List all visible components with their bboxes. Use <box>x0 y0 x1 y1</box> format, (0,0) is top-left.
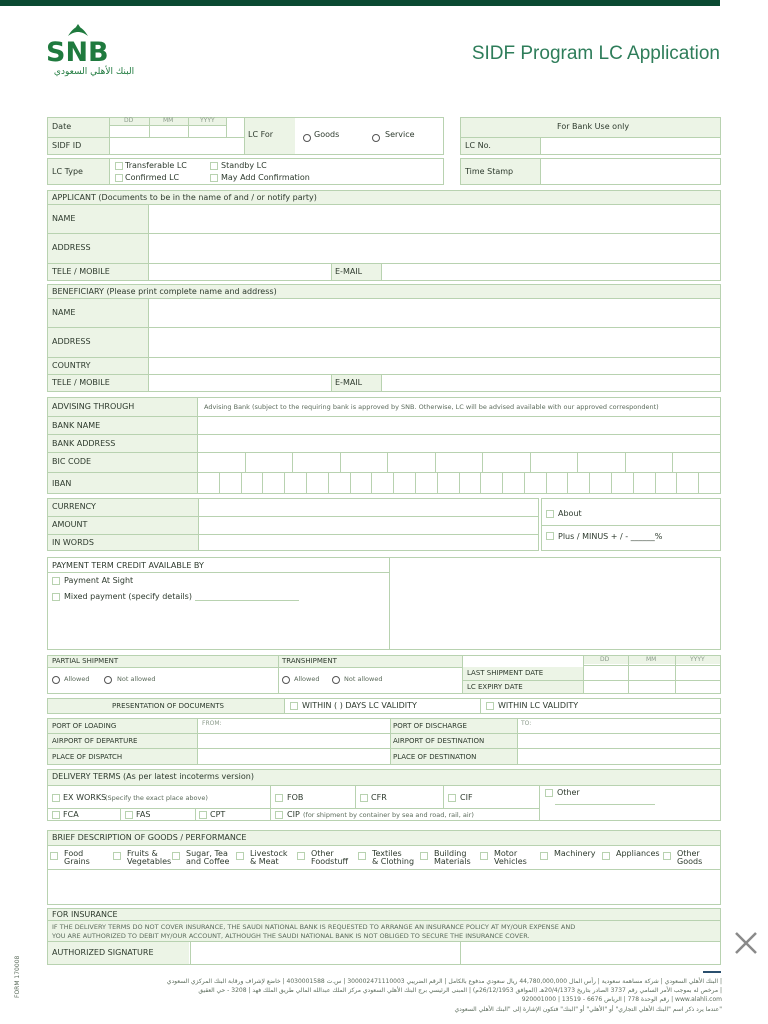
beneficiary-country-label: COUNTRY <box>52 361 91 370</box>
applicant-address-label: ADDRESS <box>52 243 91 252</box>
iban-cell-divider <box>350 472 351 494</box>
goods-category-label-line2: Foodstuff <box>311 857 349 866</box>
standby-label: Standby LC <box>221 161 267 170</box>
goods-heading: BRIEF DESCRIPTION OF GOODS / PERFORMANCE <box>52 833 247 842</box>
goods-category-label: Textiles <box>372 849 402 858</box>
iban-label: IBAN <box>52 479 72 488</box>
iban-cell-divider <box>524 472 525 494</box>
ship-dd-label: DD <box>600 656 610 663</box>
beneficiary-heading: BENEFICIARY (Please print complete name and address) <box>52 287 277 296</box>
plus-minus-label: Plus / MINUS + / - ______% <box>558 532 663 541</box>
goods-category-label-line2: Materials <box>434 857 471 866</box>
iban-cell-divider <box>633 472 634 494</box>
airport-destination-label: AIRPORT OF DESTINATION <box>393 737 485 745</box>
goods-category-label: Appliances <box>616 849 660 858</box>
last-shipment-label: LAST SHIPMENT DATE <box>467 669 544 677</box>
bic-cell-divider <box>482 452 483 472</box>
about-checkbox[interactable] <box>546 510 554 518</box>
applicant-heading: APPLICANT (Documents to be in the name of and / or notify party) <box>52 193 317 202</box>
footer-line3: رقم الوحدة 778 | الرياض 6676 - 13519 | 920001000 | www.alahli.com <box>521 996 722 1003</box>
transhipment-label: TRANSHIPMENT <box>282 657 337 665</box>
goods-category-label-line2: Vehicles <box>494 857 527 866</box>
beneficiary-address-label: ADDRESS <box>52 337 91 346</box>
iban-cell-divider <box>437 472 438 494</box>
other-terms-checkbox[interactable] <box>545 789 553 797</box>
bic-cell-divider <box>387 452 388 472</box>
goods-category-checkbox[interactable] <box>480 852 488 860</box>
authorized-signature-label: AUTHORIZED SIGNATURE <box>52 948 154 957</box>
fob-label: FOB <box>287 793 304 802</box>
goods-category-checkbox[interactable] <box>172 852 180 860</box>
goods-category-label: Sugar, Tea <box>186 849 228 858</box>
insurance-text-line1: IF THE DELIVERY TERMS DO NOT COVER INSURANCE, THE SAUDI NATIONAL BANK IS REQUESTED TO ARRANGE AN INSURANCE POLICY AT MY/OUR EXPENSE AND <box>52 923 576 931</box>
cpt-checkbox[interactable] <box>199 811 207 819</box>
service-label: Service <box>385 130 415 139</box>
bic-cell-divider <box>340 452 341 472</box>
beneficiary-email-label: E-MAIL <box>335 378 363 387</box>
mixed-payment-checkbox[interactable] <box>52 593 60 601</box>
bic-cell-divider <box>672 452 673 472</box>
iban-cell-divider <box>328 472 329 494</box>
ex-works-checkbox[interactable] <box>52 794 60 802</box>
snb-logo <box>46 24 146 84</box>
iban-cell-divider <box>611 472 612 494</box>
cpt-label: CPT <box>210 810 226 819</box>
beneficiary-tele-label: TELE / MOBILE <box>52 378 110 387</box>
bic-cell-divider <box>625 452 626 472</box>
iban-cell-divider <box>393 472 394 494</box>
iban-cell-divider <box>698 472 699 494</box>
goods-category-label-line2: & Clothing <box>372 857 415 866</box>
iban-cell-divider <box>262 472 263 494</box>
logo-text: SNB <box>46 37 109 68</box>
may-add-checkbox[interactable] <box>210 174 218 182</box>
tranship-not-allowed-label: Not allowed <box>344 675 383 683</box>
in-words-label: IN WORDS <box>52 538 94 547</box>
goods-category-label: Building <box>434 849 467 858</box>
iban-cell-divider <box>371 472 372 494</box>
iban-cell-divider <box>546 472 547 494</box>
to-label: TO: <box>521 720 532 727</box>
applicant-tele-label: TELE / MOBILE <box>52 267 110 276</box>
cip-checkbox[interactable] <box>275 811 283 819</box>
goods-category-checkbox[interactable] <box>358 852 366 860</box>
goods-category-checkbox[interactable] <box>420 852 428 860</box>
close-icon[interactable] <box>733 930 759 956</box>
goods-category-label: Other <box>677 849 700 858</box>
within-days-label: WITHIN ( ) DAYS LC VALIDITY <box>302 701 417 710</box>
sidf-id-label: SIDF ID <box>52 141 82 150</box>
fca-label: FCA <box>63 810 79 819</box>
iban-cell-divider <box>655 472 656 494</box>
port-discharge-label: PORT OF DISCHARGE <box>393 722 467 730</box>
place-destination-label: PLACE OF DESTINATION <box>393 753 477 761</box>
partial-not-allowed-label: Not allowed <box>117 675 156 683</box>
iban-cell-divider <box>676 472 677 494</box>
fca-checkbox[interactable] <box>52 811 60 819</box>
logo-arabic-text: البنك الأهلي السعودي <box>53 67 135 77</box>
within-validity-label: WITHIN LC VALIDITY <box>498 701 579 710</box>
bic-cell-divider <box>577 452 578 472</box>
iban-cell-divider <box>502 472 503 494</box>
time-stamp-label: Time Stamp <box>465 167 514 176</box>
cip-label: CIP <box>287 810 300 819</box>
cfr-checkbox[interactable] <box>360 794 368 802</box>
payment-heading: PAYMENT TERM CREDIT AVAILABLE BY <box>52 561 204 570</box>
partial-allowed-radio[interactable] <box>52 676 60 684</box>
date-label: Date <box>52 122 72 131</box>
applicant-email-label: E-MAIL <box>335 267 363 276</box>
advising-note: Advising Bank (subject to the requiring bank is approved by SNB. Otherwise, LC will be advised available with our approved correspondent) <box>204 403 659 411</box>
currency-label: CURRENCY <box>52 502 96 511</box>
page-title: SIDF Program LC Application <box>471 43 720 64</box>
confirmed-label: Confirmed LC <box>125 173 180 182</box>
iban-cell-divider <box>219 472 220 494</box>
service-radio[interactable] <box>372 134 380 142</box>
lc-no-label: LC No. <box>465 141 491 150</box>
plus-minus-checkbox[interactable] <box>546 532 554 540</box>
cip-note: (for shipment by container by sea and road, rail, air) <box>303 811 474 819</box>
iban-cell-divider <box>241 472 242 494</box>
goods-category-label: Livestock <box>250 849 288 858</box>
top-accent-bar <box>0 0 720 6</box>
cfr-label: CFR <box>371 793 387 802</box>
applicant-name-label: NAME <box>52 214 76 223</box>
partial-shipment-label: PARTIAL SHIPMENT <box>52 657 119 665</box>
goods-category-label-line2: Grains <box>64 857 90 866</box>
iban-cell-divider <box>415 472 416 494</box>
goods-category-label: Fruits & <box>127 849 158 858</box>
tranship-allowed-label: Allowed <box>294 675 320 683</box>
fas-label: FAS <box>136 810 151 819</box>
goods-category-checkbox[interactable] <box>297 852 305 860</box>
goods-category-checkbox[interactable] <box>663 852 671 860</box>
iban-cell-divider <box>284 472 285 494</box>
standby-checkbox[interactable] <box>210 162 218 170</box>
from-label: FROM: <box>202 720 222 727</box>
bic-cell-divider <box>292 452 293 472</box>
transferable-label: Transferable LC <box>125 161 187 170</box>
fas-checkbox[interactable] <box>125 811 133 819</box>
goods-category-label: Other <box>311 849 334 858</box>
goods-category-label: Food <box>64 849 84 858</box>
within-validity-checkbox[interactable] <box>486 702 494 710</box>
mixed-payment-label: Mixed payment (specify details) <box>64 592 192 601</box>
iban-cell-divider <box>567 472 568 494</box>
bic-code-label: BIC CODE <box>52 457 92 466</box>
at-sight-checkbox[interactable] <box>52 577 60 585</box>
transferable-checkbox[interactable] <box>115 162 123 170</box>
yyyy-label: YYYY <box>200 117 215 124</box>
goods-category-checkbox[interactable] <box>236 852 244 860</box>
bic-cell-divider <box>245 452 246 472</box>
goods-category-label-line2: & Meat <box>250 857 279 866</box>
ship-yyyy-label: YYYY <box>690 656 705 663</box>
tranship-not-allowed-radio[interactable] <box>332 676 340 684</box>
lc-for-label: LC For <box>248 130 274 139</box>
partial-allowed-label: Allowed <box>64 675 90 683</box>
mm-label: MM <box>163 117 174 124</box>
at-sight-label: Payment At Sight <box>64 576 134 585</box>
presentation-label: PRESENTATION OF DOCUMENTS <box>112 702 224 710</box>
port-loading-label: PORT OF LOADING <box>52 722 117 730</box>
form-number: FORM 170008 <box>14 955 21 998</box>
insurance-heading: FOR INSURANCE <box>52 910 118 919</box>
cif-checkbox[interactable] <box>448 794 456 802</box>
footer-line1: البنك الأهلي السعودي | شركة مساهمة سعودية | رأس المال 44,780,000,000 ريال سعودي مدفوع بالكامل | الرقم الضريبي 300002471110003 | س.ت 4030001588 | خاضع لإشراف ورقابة البنك المركزي السعودي | <box>166 978 722 985</box>
within-days-checkbox[interactable] <box>290 702 298 710</box>
goods-category-label-line2: Vegetables <box>127 857 172 866</box>
goods-category-checkbox[interactable] <box>113 852 121 860</box>
ex-works-note: (Specify the exact place above) <box>105 794 208 802</box>
insurance-text-line2: YOU ARE AUTHORIZED TO DEBIT MY/OUR ACCOUNT, ALTHOUGH THE SAUDI NATIONAL BANK IS NOT OBLIGED TO SECURE THE INSURANCE COVER. <box>52 932 530 940</box>
advising-through-label: ADVISING THROUGH <box>52 402 135 411</box>
ex-works-label: EX WORKS <box>63 793 107 802</box>
delivery-heading: DELIVERY TERMS (As per latest incoterms version) <box>52 772 254 781</box>
bic-cell-divider <box>530 452 531 472</box>
goods-category-label: Motor <box>494 849 518 858</box>
about-label: About <box>558 509 582 518</box>
goods-radio[interactable] <box>303 134 311 142</box>
tranship-allowed-radio[interactable] <box>282 676 290 684</box>
goods-category-label-line2: and Coffee <box>186 857 230 866</box>
bank-use-heading: For Bank Use only <box>557 122 630 131</box>
fob-checkbox[interactable] <box>275 794 283 802</box>
amount-label: AMOUNT <box>52 520 88 529</box>
cif-label: CIF <box>460 793 473 802</box>
goods-category-label-line2: Goods <box>677 857 703 866</box>
bank-name-label: BANK NAME <box>52 421 101 430</box>
place-dispatch-label: PLACE OF DISPATCH <box>52 753 123 761</box>
goods-category-checkbox[interactable] <box>540 852 548 860</box>
footer-line2: مرخص له بموجب الأمر السامي رقم 3737 الصادر بتاريخ 20/4/1373هـ (الموافق 26/12/1953م) | المبنى الرئيسي برج البنك الأهلي السعودي مركز الملك عبدالله المالي طريق الملك فهد | 3208 - حي العقيق | <box>198 987 722 994</box>
airport-departure-label: AIRPORT OF DEPARTURE <box>52 737 138 745</box>
iban-cell-divider <box>589 472 590 494</box>
other-terms-label: Other <box>557 788 580 797</box>
partial-not-allowed-radio[interactable] <box>104 676 112 684</box>
iban-cell-divider <box>480 472 481 494</box>
goods-category-label: Machinery <box>554 849 596 858</box>
lc-expiry-label: LC EXPIRY DATE <box>467 683 523 691</box>
beneficiary-name-label: NAME <box>52 308 76 317</box>
bic-cell-divider <box>435 452 436 472</box>
footer-line4: عندما يرد ذكر اسم "البنك الأهلي التجاري" أو "الأهلي" أو "البنك" فتكون الإشارة إلى "البنك الأهلي السعودي" <box>454 1006 722 1013</box>
iban-cell-divider <box>459 472 460 494</box>
may-add-label: May Add Confirmation <box>221 173 310 182</box>
lc-type-label: LC Type <box>52 167 83 176</box>
confirmed-checkbox[interactable] <box>115 174 123 182</box>
goods-category-checkbox[interactable] <box>50 852 58 860</box>
dd-label: DD <box>124 117 134 124</box>
iban-cell-divider <box>306 472 307 494</box>
goods-category-checkbox[interactable] <box>602 852 610 860</box>
ship-mm-label: MM <box>646 656 657 663</box>
bank-address-label: BANK ADDRESS <box>52 439 116 448</box>
goods-label: Goods <box>314 130 340 139</box>
